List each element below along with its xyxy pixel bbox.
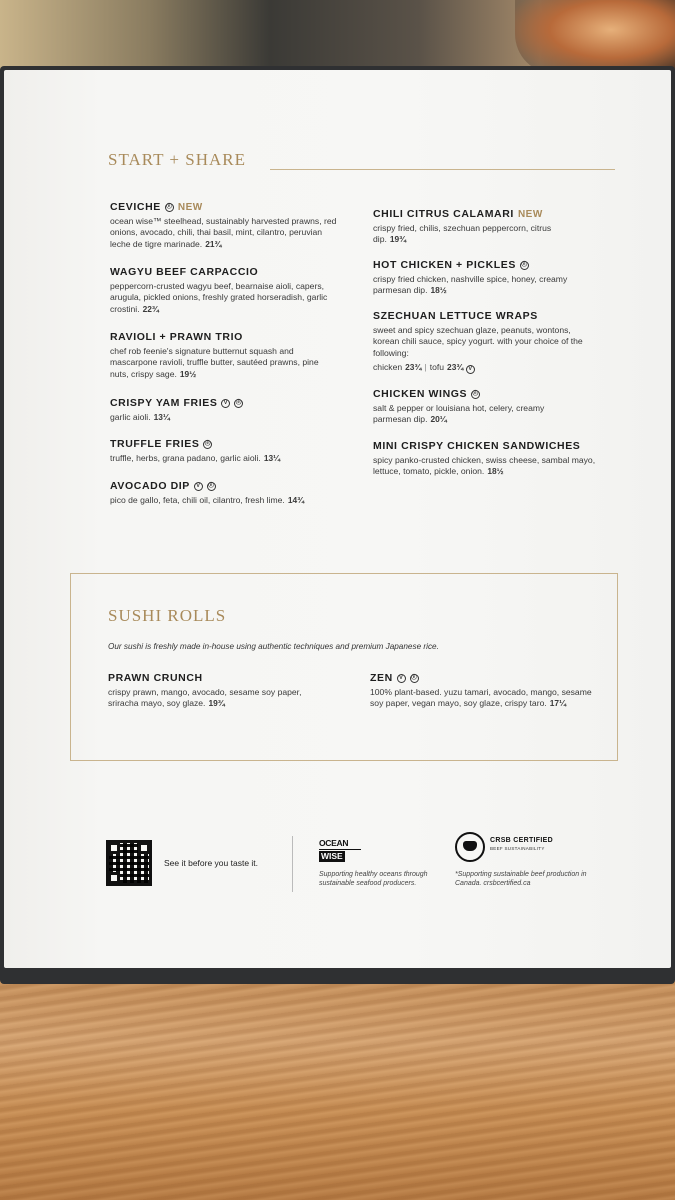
item-price: 18½ (430, 285, 447, 296)
option-chicken: chicken (373, 361, 403, 372)
item-price: 19½ (179, 368, 197, 379)
item-price: 17¼ (549, 698, 567, 709)
menu-item-chicken-wings (373, 388, 583, 426)
menu-item-zen (370, 672, 600, 710)
sushi-intro: Our sushi is freshly made in-house using authentic techniques and premium Japanese rice. (108, 642, 439, 651)
option-tofu-price: 23¾ (447, 361, 464, 372)
item-price: 13¼ (153, 412, 170, 422)
item-description: spicy panko-crusted chicken, swiss cheese, sambal mayo, lettuce, tomato, pickle, onion. (373, 455, 596, 477)
vegetarian-icon: V (194, 482, 203, 491)
item-price: 20¼ (430, 414, 447, 425)
item-description: garlic aioli. (110, 412, 151, 422)
item-name: SZECHUAN LETTUCE WRAPS (373, 310, 538, 322)
item-price: 19¾ (208, 698, 225, 709)
item-description: 100% plant-based. yuzu tamari, avocado, mango, sesame soy paper, vegan mayo, soy glaze, crispy taro. (370, 687, 592, 709)
ocean-wise-text: Supporting healthy oceans through sustainable seafood producers. (319, 871, 428, 887)
vegetarian-icon: V (221, 399, 230, 408)
item-name: CRISPY YAM FRIES (110, 397, 218, 409)
ocean-wise-icon: ⓔ (411, 675, 418, 681)
item-name: CEVICHE (110, 201, 161, 213)
item-price: 22¾ (142, 303, 159, 314)
menu-item-truffle-fries (110, 438, 360, 464)
item-description: ocean wise™ steelhead, sustainably harvested prawns, red onions, avocado, chili, thai basil, mint, cilantro, peruvian leche de tigre marinade. (110, 216, 337, 249)
sushi-rolls-title: SUSHI ROLLS (108, 606, 227, 625)
item-name: HOT CHICKEN + PICKLES (373, 259, 516, 271)
ocean-wise-icon: ⓔ (235, 400, 242, 406)
vegetarian-icon: V (466, 365, 475, 374)
menu-item-mini-crispy-chicken-sandwiches (373, 440, 598, 478)
item-name: MINI CRISPY CHICKEN SANDWICHES (373, 440, 581, 452)
sushi-section-box (70, 573, 618, 761)
item-description: chef rob feenie's signature butternut squash and mascarpone ravioli, truffle butter, sautéed prawns, pine nuts, crispy sage. (110, 346, 319, 379)
qr-code-icon[interactable] (106, 840, 152, 886)
menu-item-crispy-yam-fries (110, 397, 360, 423)
item-description: pico de gallo, feta, chili oil, cilantro, fresh lime. (110, 495, 285, 505)
footer-divider (292, 836, 293, 892)
ocean-wise-logo-line2: WISE (321, 851, 343, 861)
menu-item-wagyu-carpaccio (110, 266, 332, 315)
item-name: PRAWN CRUNCH (108, 672, 203, 684)
menu-item-avocado-dip (110, 480, 350, 506)
item-description: truffle, herbs, grana padano, garlic aioli. (110, 453, 261, 463)
option-tofu: tofu (429, 361, 445, 372)
qr-label: See it before you taste it. (164, 858, 259, 868)
ocean-wise-logo (319, 838, 361, 862)
item-description: sweet and spicy szechuan glaze, peanuts, wontons, korean chili sauce, spicy yogurt. with your choice of the following: (373, 325, 583, 358)
item-name: TRUFFLE FRIES (110, 438, 200, 450)
wooden-table (0, 975, 675, 1200)
ocean-wise-icon: ⓔ (166, 204, 173, 210)
option-chicken-price: 23¾ (405, 361, 422, 372)
crsb-title: CRSB CERTIFIED (490, 837, 553, 844)
drink-glass (515, 0, 675, 74)
item-name: CHILI CITRUS CALAMARI (373, 208, 514, 220)
item-price: 18½ (487, 466, 504, 477)
item-description: salt & pepper or louisiana hot, celery, creamy parmesan dip. (373, 403, 545, 425)
item-name: RAVIOLI + PRAWN TRIO (110, 331, 243, 343)
item-name: AVOCADO DIP (110, 480, 190, 492)
title-divider (270, 169, 615, 170)
menu-item-szechuan-lettuce-wraps: SZECHUAN LETTUCE WRAPS sweet and spicy szechuan glaze, peanuts, wontons, korean chili sauce, spicy yogurt. with your choice of the following: chicken 23¾ | tofu 23¾ V (373, 310, 583, 372)
ocean-wise-icon: ⓔ (521, 262, 528, 268)
cow-icon (455, 832, 485, 862)
item-price: 19¾ (389, 234, 407, 245)
new-badge: NEW (177, 202, 203, 213)
menu-item-hot-chicken-pickles (373, 259, 583, 297)
ocean-wise-icon: ⓔ (208, 483, 215, 489)
menu-item-chili-citrus-calamari (373, 208, 583, 246)
crsb-text: *Supporting sustainable beef production in Canada. crsbcertified.ca (455, 871, 587, 887)
vegetarian-icon: V (397, 674, 406, 683)
crsb-subtitle: BEEF SUSTAINABILITY (490, 846, 545, 851)
item-price: 21¾ (205, 238, 222, 249)
item-description: peppercorn-crusted wagyu beef, bearnaise aioli, capers, arugula, pickled onions, freshly grated horseradish, garlic crostini. (110, 281, 328, 314)
item-price: 13¼ (263, 453, 281, 463)
item-price: 14¾ (287, 495, 305, 505)
ocean-wise-icon: ⓔ (472, 391, 479, 397)
item-name: ZEN (370, 672, 393, 684)
menu-item-ceviche (110, 201, 345, 250)
item-name: WAGYU BEEF CARPACCIO (110, 266, 259, 278)
menu-item-prawn-crunch (108, 672, 308, 710)
item-description: crispy prawn, mango, avocado, sesame soy paper, sriracha mayo, soy glaze. (108, 687, 302, 709)
new-badge: NEW (517, 209, 543, 220)
ocean-wise-logo-line1: OCEAN (319, 838, 361, 850)
item-description: crispy fried chicken, nashville spice, honey, creamy parmesan dip. (373, 274, 568, 296)
start-share-title: START + SHARE (108, 150, 246, 169)
menu-item-ravioli-prawn-trio (110, 331, 332, 380)
item-description: crispy fried, chilis, szechuan peppercorn, citrus dip. (373, 223, 552, 245)
item-name: CHICKEN WINGS (373, 388, 468, 400)
ocean-wise-icon: ⓔ (204, 441, 212, 447)
